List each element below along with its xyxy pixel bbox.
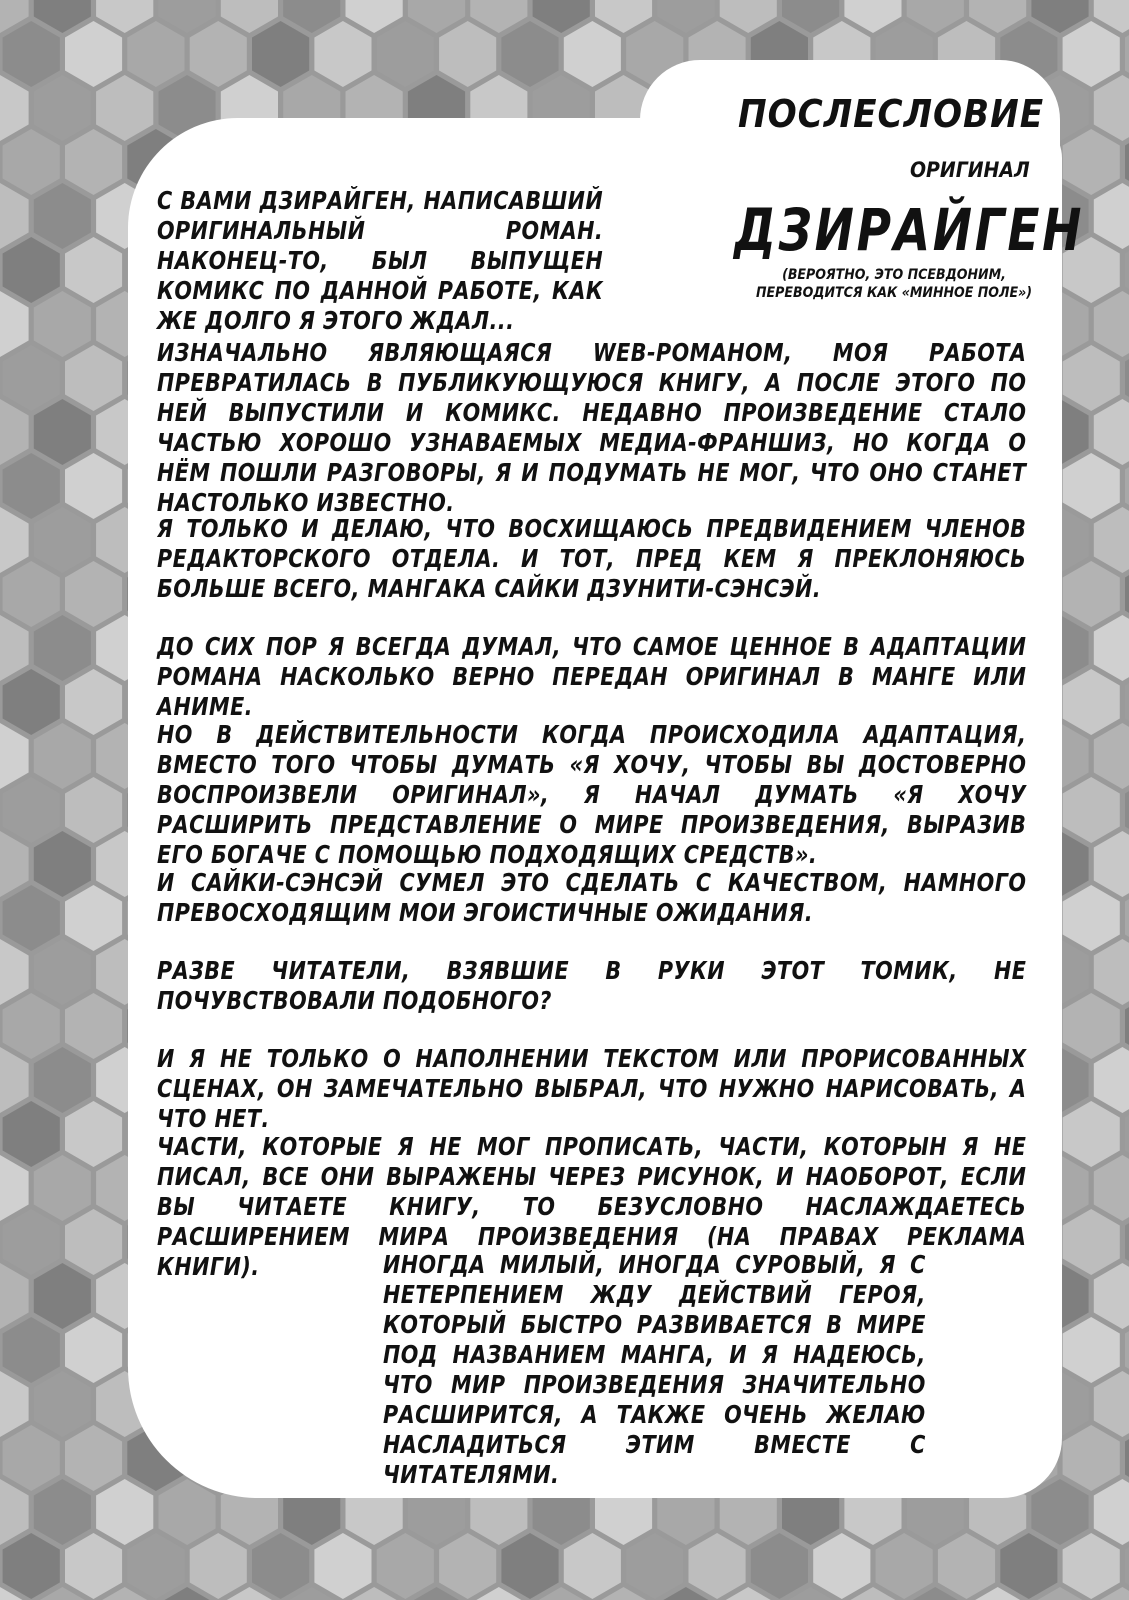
hexagon-tile xyxy=(3,453,60,519)
hexagon-tile xyxy=(1000,1533,1057,1599)
hexagon-tile xyxy=(0,75,29,141)
paragraph-10: ИНОГДА МИЛЫЙ, ИНОГДА СУРОВЫЙ, Я С НЕТЕРПЕНИЕМ ЖДУ ДЕЙСТВИЙ ГЕРОЯ, КОТОРЫЙ БЫСТРО РАЗВИВАЕТСЯ В МИРЕ ПОД НАЗВАНИЕМ МАНГА, И Я НАДЕЮСЬ, ЧТО МИР ПРОИЗВЕДЕНИЯ ЗНАЧИТЕЛЬНО РАСШИРИТСЯ, А ТАКЖЕ ОЧЕНЬ ЖЕЛАЮ НАСЛАДИТЬСЯ ЭТИМ ВМЕСТЕ С ЧИТАТЕЛЯМИ. xyxy=(383,1250,926,1489)
hexagon-tile xyxy=(65,993,122,1059)
hexagon-tile xyxy=(689,1533,746,1599)
paragraph-1: С ВАМИ ДЗИРАЙГЕН, НАПИСАВШИЙ ОРИГИНАЛЬНЫЙ РОМАН. НАКОНЕЦ-ТО, БЫЛ ВЫПУЩЕН КОМИКС ПО ДАННОЙ РАБОТЕ, КАК ЖЕ ДОЛГО Я ЭТОГО ЖДАЛ... xyxy=(157,186,604,335)
hexagon-tile xyxy=(34,75,91,141)
hexagon-tile xyxy=(1094,939,1129,1005)
hexagon-tile xyxy=(3,345,60,411)
hexagon-tile xyxy=(159,1479,216,1545)
hexagon-tile xyxy=(34,1371,91,1437)
hexagon-tile xyxy=(1031,1479,1088,1545)
paragraph-3: Я ТОЛЬКО И ДЕЛАЮ, ЧТО ВОСХИЩАЮСЬ ПРЕДВИДЕНИЕМ ЧЛЕНОВ РЕДАКТОРСКОГО ОТДЕЛА. И ТОТ, ПРЕД КЕМ Я ПРЕКЛОНЯЮСЬ БОЛЬШЕ ВСЕГО, МАНГАКА САЙКИ ДЗУНИТИ-СЭНСЭЙ. xyxy=(157,514,1027,603)
hexagon-tile xyxy=(3,993,60,1059)
hexagon-tile xyxy=(3,1425,60,1491)
paragraph-5: НО В ДЕЙСТВИТЕЛЬНОСТИ КОГДА ПРОИСХОДИЛА АДАПТАЦИЯ, ВМЕСТО ТОГО ЧТОБЫ ДУМАТЬ «Я ХОЧУ, ЧТОБЫ ВЫ ДОСТОВЕРНО ВОСПРОИЗВЕЛИ ОРИГИНАЛ», Я НАЧАЛ ДУМАТЬ «Я ХОЧУ РАСШИРИТЬ ПРЕДСТАВЛЕНИЕ О МИРЕ ПРОИЗВЕДЕНИЯ, ВЫРАЗИВ ЕГО БОГАЧЕ С ПОМОЩЬЮ ПОДХОДЯЩИХ СРЕДСТВ». xyxy=(157,720,1027,869)
hexagon-tile xyxy=(65,1101,122,1167)
hexagon-tile xyxy=(813,1533,870,1599)
hexagon-tile xyxy=(1063,453,1120,519)
hexagon-tile xyxy=(0,1155,29,1221)
hexagon-tile xyxy=(0,831,29,897)
hexagon-tile xyxy=(34,1479,91,1545)
hexagon-tile xyxy=(3,1209,60,1275)
hexagon-tile xyxy=(34,183,91,249)
paragraph-9: ЧАСТИ, КОТОРЫЕ Я НЕ МОГ ПРОПИСАТЬ, ЧАСТИ, КОТОРЫН Я НЕ ПИСАЛ, ВСЕ ОНИ ВЫРАЖЕНЫ ЧЕРЕЗ РИСУНОК, И НАОБОРОТ, ЕСЛИ ВЫ ЧИТАЕТЕ КНИГУ, ТО БЕЗУСЛОВНО НАСЛАЖДАЕТЕСЬ РАСШИРЕНИЕМ МИРА ПРОИЗВЕДЕНИЯ (НА ПРАВАХ РЕКЛАМА КНИГИ). xyxy=(157,1132,1027,1281)
hexagon-tile xyxy=(65,21,122,87)
page-title: ПОСЛЕСЛОВИЕ xyxy=(738,92,1045,136)
hexagon-tile xyxy=(65,1209,122,1275)
hexagon-tile xyxy=(0,723,29,789)
hexagon-tile xyxy=(1094,831,1129,897)
hexagon-tile xyxy=(1063,1209,1120,1275)
hexagon-tile xyxy=(314,21,371,87)
hexagon-tile xyxy=(1094,291,1129,357)
hexagon-tile xyxy=(1063,129,1120,195)
hexagon-tile xyxy=(127,1533,184,1599)
hexagon-tile xyxy=(377,1533,434,1599)
hexagon-tile xyxy=(626,1533,683,1599)
hexagon-tile xyxy=(1094,183,1129,249)
hexagon-tile xyxy=(1094,399,1129,465)
paragraph-8: И Я НЕ ТОЛЬКО О НАПОЛНЕНИИ ТЕКСТОМ ИЛИ ПРОРИСОВАННЫХ СЦЕНАХ, ОН ЗАМЕЧАТЕЛЬНО ВЫБРАЛ, ЧТО НУЖНО НАРИСОВАТЬ, А ЧТО НЕТ. xyxy=(157,1044,1027,1133)
paragraph-7: РАЗВЕ ЧИТАТЕЛИ, ВЗЯВШИЕ В РУКИ ЭТОТ ТОМИК, НЕ ПОЧУВСТВОВАЛИ ПОДОБНОГО? xyxy=(157,956,1027,1015)
hexagon-tile xyxy=(34,1155,91,1221)
hexagon-tile xyxy=(3,21,60,87)
hexagon-tile xyxy=(439,1533,496,1599)
hexagon-tile xyxy=(3,777,60,843)
hexagon-tile xyxy=(34,615,91,681)
hexagon-tile xyxy=(1063,669,1120,735)
hexagon-tile xyxy=(65,453,122,519)
hexagon-tile xyxy=(3,1533,60,1599)
hexagon-tile xyxy=(1063,1425,1120,1491)
hexagon-tile xyxy=(1063,993,1120,1059)
hexagon-tile xyxy=(0,1047,29,1113)
hexagon-tile xyxy=(1094,1479,1129,1545)
hexagon-tile xyxy=(0,1263,29,1329)
hexagon-tile xyxy=(0,399,29,465)
hexagon-tile xyxy=(252,1533,309,1599)
hexagon-tile xyxy=(34,507,91,573)
hexagon-tile xyxy=(1063,777,1120,843)
hexagon-tile xyxy=(65,1317,122,1383)
hexagon-tile xyxy=(0,1371,29,1437)
hexagon-tile xyxy=(65,129,122,195)
hexagon-tile xyxy=(65,885,122,951)
hexagon-tile xyxy=(1063,21,1120,87)
hexagon-tile xyxy=(190,1533,247,1599)
hexagon-tile xyxy=(501,1533,558,1599)
hexagon-tile xyxy=(564,21,621,87)
hexagon-tile xyxy=(1094,507,1129,573)
hexagon-tile xyxy=(34,723,91,789)
hexagon-tile xyxy=(65,237,122,303)
hexagon-tile xyxy=(34,939,91,1005)
hexagon-tile xyxy=(1094,1155,1129,1221)
hexagon-tile xyxy=(1063,1317,1120,1383)
hexagon-tile xyxy=(1094,1263,1129,1329)
hexagon-tile xyxy=(0,183,29,249)
hexagon-tile xyxy=(1063,561,1120,627)
original-label: ОРИГИНАЛ xyxy=(910,158,1030,182)
hexagon-tile xyxy=(34,831,91,897)
hexagon-tile xyxy=(938,1533,995,1599)
hexagon-tile xyxy=(65,345,122,411)
hexagon-tile xyxy=(252,21,309,87)
hexagon-tile xyxy=(0,1479,29,1545)
hexagon-tile xyxy=(34,1047,91,1113)
hexagon-tile xyxy=(876,1533,933,1599)
hexagon-tile xyxy=(0,615,29,681)
hexagon-tile xyxy=(501,21,558,87)
hexagon-tile xyxy=(65,777,122,843)
paragraph-2: ИЗНАЧАЛЬНО ЯВЛЯЮЩАЯСЯ WEB-РОМАНОМ, МОЯ РАБОТА ПРЕВРАТИЛАСЬ В ПУБЛИКУЮЩУЮСЯ КНИГУ, А ПОСЛЕ ЭТОГО ПО НЕЙ ВЫПУСТИЛИ И КОМИКС. НЕДАВНО ПРОИЗВЕДЕНИЕ СТАЛО ЧАСТЬЮ ХОРОШО УЗНАВАЕМЫХ МЕДИА-ФРАНШИЗ, НО КОГДА О НЁМ ПОШЛИ РАЗГОВОРЫ, Я И ПОДУМАТЬ НЕ МОГ, ЧТО ОНО СТАНЕТ НАСТОЛЬКО ИЗВЕСТНО. xyxy=(157,338,1027,517)
hexagon-tile xyxy=(65,561,122,627)
hexagon-tile xyxy=(3,237,60,303)
hexagon-tile xyxy=(1063,1533,1120,1599)
hexagon-tile xyxy=(1094,723,1129,789)
paragraph-6: И САЙКИ-СЭНСЭЙ СУМЕЛ ЭТО СДЕЛАТЬ С КАЧЕСТВОМ, НАМНОГО ПРЕВОСХОДЯЩИМ МОИ ЭГОИСТИЧНЫЕ ОЖИДАНИЯ. xyxy=(157,868,1027,927)
hexagon-tile xyxy=(564,1533,621,1599)
hexagon-tile xyxy=(1094,1371,1129,1437)
hexagon-tile xyxy=(34,291,91,357)
author-name: ДЗИРАЙГЕН xyxy=(734,196,1085,264)
hexagon-tile xyxy=(127,21,184,87)
hexagon-tile xyxy=(34,1263,91,1329)
hexagon-tile xyxy=(1094,615,1129,681)
hexagon-tile xyxy=(96,1479,153,1545)
hexagon-tile xyxy=(3,669,60,735)
author-note: (ВЕРОЯТНО, ЭТО ПСЕВДОНИМ, ПЕРЕВОДИТСЯ КАК «МИННОЕ ПОЛЕ») xyxy=(756,267,1032,301)
hexagon-tile xyxy=(439,21,496,87)
hexagon-tile xyxy=(0,939,29,1005)
hexagon-tile xyxy=(1063,1101,1120,1167)
hexagon-tile xyxy=(1063,885,1120,951)
hexagon-tile xyxy=(0,291,29,357)
hexagon-tile xyxy=(3,129,60,195)
hexagon-tile xyxy=(96,75,153,141)
hexagon-tile xyxy=(377,21,434,87)
hexagon-tile xyxy=(65,669,122,735)
hexagon-tile xyxy=(314,1533,371,1599)
hexagon-tile xyxy=(3,1317,60,1383)
hexagon-tile xyxy=(190,21,247,87)
hexagon-tile xyxy=(751,1533,808,1599)
hexagon-tile xyxy=(65,1425,122,1491)
paragraph-4: ДО СИХ ПОР Я ВСЕГДА ДУМАЛ, ЧТО САМОЕ ЦЕННОЕ В АДАПТАЦИИ РОМАНА НАСКОЛЬКО ВЕРНО ПЕРЕДАН ОРИГИНАЛ В МАНГЕ ИЛИ АНИМЕ. xyxy=(157,632,1027,721)
hexagon-tile xyxy=(3,1101,60,1167)
hexagon-tile xyxy=(0,507,29,573)
hexagon-tile xyxy=(3,885,60,951)
hexagon-tile xyxy=(1063,345,1120,411)
hexagon-tile xyxy=(65,1533,122,1599)
hexagon-tile xyxy=(3,561,60,627)
hexagon-tile xyxy=(1094,1047,1129,1113)
hexagon-tile xyxy=(1094,75,1129,141)
hexagon-tile xyxy=(34,399,91,465)
